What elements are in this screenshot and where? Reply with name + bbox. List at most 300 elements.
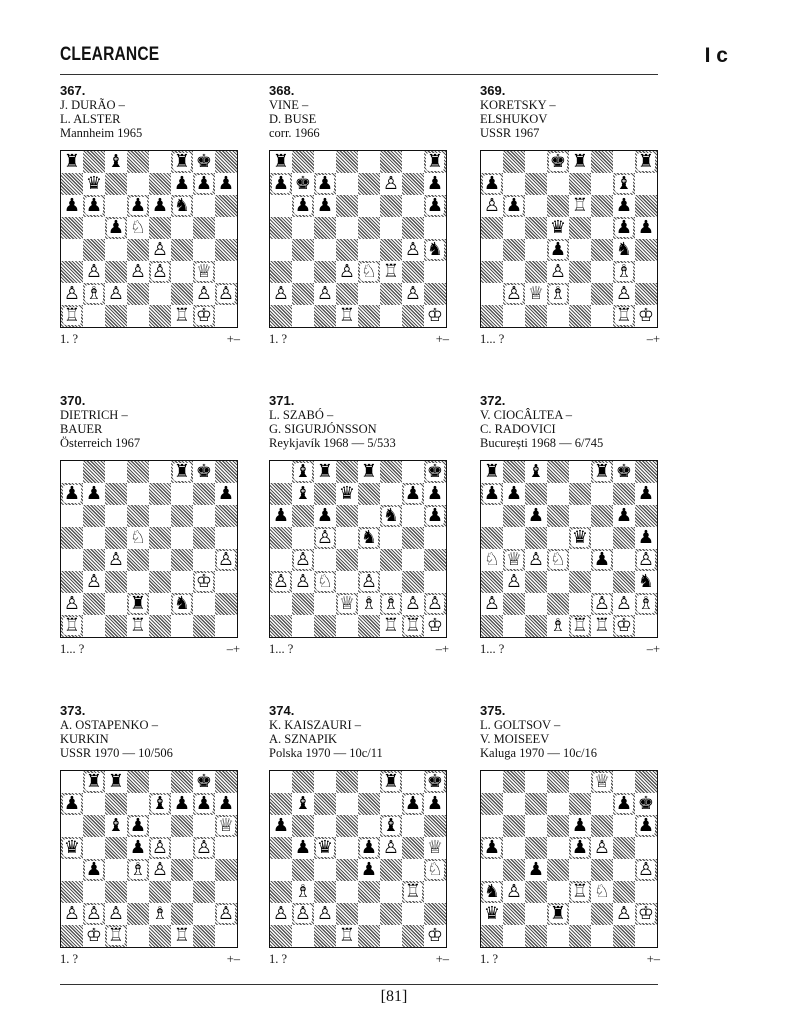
white-pawn-icon: ♙	[593, 837, 611, 858]
board-square	[336, 593, 358, 615]
board-square	[127, 615, 149, 637]
board-square	[525, 815, 547, 837]
puzzle-number: 372.	[480, 393, 506, 408]
white-pawn-icon: ♙	[593, 593, 611, 614]
board-square	[215, 173, 237, 195]
board-square	[613, 195, 635, 217]
board-square	[105, 283, 127, 305]
board-square	[83, 239, 105, 261]
board-square	[358, 461, 380, 483]
board-square	[613, 771, 635, 793]
white-pawn-icon: ♙	[63, 593, 81, 614]
player-name: L. SZABÓ –	[269, 408, 334, 422]
board-square	[613, 571, 635, 593]
board-square	[481, 815, 503, 837]
board-square	[83, 195, 105, 217]
board-square	[83, 483, 105, 505]
board-square	[402, 815, 424, 837]
board-square	[149, 305, 171, 327]
board-square	[193, 571, 215, 593]
board-square	[83, 505, 105, 527]
board-square	[149, 859, 171, 881]
board-square	[193, 793, 215, 815]
board-square	[270, 793, 292, 815]
board-square	[61, 261, 83, 283]
board-square	[61, 859, 83, 881]
board-square	[380, 837, 402, 859]
board-square	[358, 925, 380, 947]
board-square	[613, 505, 635, 527]
board-square	[215, 571, 237, 593]
black-pawn-icon: ♟	[426, 173, 444, 194]
board-square	[591, 239, 613, 261]
black-king-icon: ♚	[294, 173, 312, 194]
board-square	[591, 305, 613, 327]
board-square	[127, 859, 149, 881]
board-square	[292, 217, 314, 239]
black-pawn-icon: ♟	[85, 483, 103, 504]
board-square	[171, 615, 193, 637]
board-square	[61, 173, 83, 195]
board-square	[424, 771, 446, 793]
black-rook-icon: ♜	[107, 771, 125, 792]
player-name: V. MOISEEV	[480, 732, 550, 746]
board-square	[613, 837, 635, 859]
black-bishop-icon: ♝	[615, 173, 633, 194]
white-rook-icon: ♖	[571, 615, 589, 636]
board-square	[591, 217, 613, 239]
board-square	[569, 283, 591, 305]
board-square	[215, 151, 237, 173]
board-square	[149, 217, 171, 239]
board-square	[503, 305, 525, 327]
board-square	[171, 217, 193, 239]
board-square	[193, 461, 215, 483]
evaluation: –+	[646, 642, 660, 656]
board-square	[591, 925, 613, 947]
board-square	[193, 615, 215, 637]
board-square	[171, 771, 193, 793]
black-pawn-icon: ♟	[637, 483, 655, 504]
puzzle-number: 370.	[60, 393, 86, 408]
board-square	[503, 593, 525, 615]
board-square	[270, 859, 292, 881]
board-square	[292, 195, 314, 217]
board-square	[635, 239, 657, 261]
black-knight-icon: ♞	[360, 527, 378, 548]
board-square	[569, 837, 591, 859]
board-square	[127, 283, 149, 305]
board-square	[424, 815, 446, 837]
board-square	[525, 793, 547, 815]
white-pawn-icon: ♙	[382, 173, 400, 194]
black-bishop-icon: ♝	[294, 793, 312, 814]
board-square	[525, 261, 547, 283]
white-king-icon: ♔	[426, 615, 444, 636]
move-prompt: 1... ?	[60, 642, 85, 656]
board-square	[402, 881, 424, 903]
board-square	[424, 505, 446, 527]
board-square	[270, 903, 292, 925]
white-knight-icon: ♘	[129, 217, 147, 238]
board-square	[171, 461, 193, 483]
board-square	[613, 615, 635, 637]
board-square	[336, 837, 358, 859]
board-square	[481, 615, 503, 637]
board-square	[149, 593, 171, 615]
board-square	[503, 195, 525, 217]
board-square	[380, 305, 402, 327]
board-square	[149, 151, 171, 173]
black-knight-icon: ♞	[382, 505, 400, 526]
chess-board	[60, 460, 238, 638]
player-name: J. DURÃO –	[60, 98, 125, 112]
board-square	[402, 593, 424, 615]
board-square	[314, 859, 336, 881]
board-square	[525, 593, 547, 615]
white-rook-icon: ♖	[63, 615, 81, 636]
board-square	[635, 195, 657, 217]
board-square	[591, 195, 613, 217]
black-pawn-icon: ♟	[571, 815, 589, 836]
board-square	[503, 261, 525, 283]
black-pawn-icon: ♟	[195, 793, 213, 814]
board-square	[127, 239, 149, 261]
black-pawn-icon: ♟	[615, 505, 633, 526]
white-bishop-icon: ♗	[382, 593, 400, 614]
board-square	[292, 771, 314, 793]
board-square	[171, 593, 193, 615]
board-square	[424, 903, 446, 925]
board-square	[127, 505, 149, 527]
board-square	[83, 881, 105, 903]
black-queen-icon: ♛	[483, 903, 501, 924]
board-square	[380, 483, 402, 505]
board-square	[292, 903, 314, 925]
board-square	[105, 881, 127, 903]
board-square	[83, 615, 105, 637]
board-square	[149, 261, 171, 283]
board-square	[193, 593, 215, 615]
board-square	[193, 549, 215, 571]
board-square	[83, 283, 105, 305]
white-pawn-icon: ♙	[637, 859, 655, 880]
board-square	[402, 527, 424, 549]
white-bishop-icon: ♗	[549, 283, 567, 304]
player-name: D. BUSE	[269, 112, 317, 126]
board-square	[547, 549, 569, 571]
board-square	[270, 615, 292, 637]
black-rook-icon: ♜	[272, 151, 290, 172]
black-rook-icon: ♜	[483, 461, 501, 482]
white-pawn-icon: ♙	[527, 549, 545, 570]
player-name: A. SZNAPIK	[269, 732, 338, 746]
board-square	[569, 815, 591, 837]
board-square	[591, 903, 613, 925]
board-square	[525, 283, 547, 305]
black-pawn-icon: ♟	[615, 793, 633, 814]
white-king-icon: ♔	[637, 305, 655, 326]
board-square	[61, 505, 83, 527]
board-square	[171, 903, 193, 925]
board-square	[127, 305, 149, 327]
white-rook-icon: ♖	[63, 305, 81, 326]
player-name: KURKIN	[60, 732, 109, 746]
board-square	[424, 881, 446, 903]
board-square	[380, 195, 402, 217]
board-square	[547, 195, 569, 217]
puzzle-number: 374.	[269, 703, 295, 718]
board-square	[358, 771, 380, 793]
chess-board	[60, 770, 238, 948]
board-square	[336, 239, 358, 261]
board-square	[525, 771, 547, 793]
board-square	[149, 483, 171, 505]
board-square	[503, 771, 525, 793]
board-square	[402, 903, 424, 925]
board-square	[525, 483, 547, 505]
board-square	[105, 549, 127, 571]
board-square	[424, 151, 446, 173]
board-square	[61, 837, 83, 859]
board-square	[105, 925, 127, 947]
board-square	[336, 505, 358, 527]
white-rook-icon: ♖	[593, 615, 611, 636]
white-pawn-icon: ♙	[217, 283, 235, 304]
board-square	[270, 527, 292, 549]
move-prompt: 1... ?	[480, 642, 505, 656]
section-label: I c	[704, 44, 728, 67]
black-pawn-icon: ♟	[637, 527, 655, 548]
bottom-rule	[60, 984, 658, 985]
board-square	[547, 261, 569, 283]
board-square	[635, 173, 657, 195]
board-square	[61, 151, 83, 173]
white-pawn-icon: ♙	[151, 837, 169, 858]
white-king-icon: ♔	[637, 903, 655, 924]
board-square	[105, 615, 127, 637]
board-square	[193, 239, 215, 261]
board-square	[127, 881, 149, 903]
game-source: Mannheim 1965	[60, 126, 143, 140]
black-pawn-icon: ♟	[217, 173, 235, 194]
board-square	[215, 283, 237, 305]
board-square	[613, 593, 635, 615]
white-pawn-icon: ♙	[217, 903, 235, 924]
board-square	[215, 593, 237, 615]
board-square	[193, 859, 215, 881]
board-square	[547, 527, 569, 549]
board-square	[569, 483, 591, 505]
board-square	[424, 925, 446, 947]
black-queen-icon: ♛	[316, 837, 334, 858]
board-square	[402, 261, 424, 283]
white-pawn-icon: ♙	[151, 239, 169, 260]
board-square	[61, 305, 83, 327]
board-square	[336, 151, 358, 173]
move-prompt: 1. ?	[60, 952, 79, 966]
black-pawn-icon: ♟	[426, 505, 444, 526]
board-square	[424, 483, 446, 505]
board-square	[569, 217, 591, 239]
board-square	[358, 283, 380, 305]
white-rook-icon: ♖	[107, 925, 125, 946]
board-square	[193, 173, 215, 195]
player-name: G. SIGURJÓNSSON	[269, 422, 377, 436]
board-square	[358, 527, 380, 549]
board-square	[503, 151, 525, 173]
chess-board	[269, 150, 447, 328]
board-square	[569, 527, 591, 549]
black-pawn-icon: ♟	[217, 793, 235, 814]
board-square	[292, 483, 314, 505]
board-square	[569, 261, 591, 283]
board-square	[215, 505, 237, 527]
board-square	[149, 903, 171, 925]
white-knight-icon: ♘	[360, 261, 378, 282]
board-square	[569, 173, 591, 195]
board-square	[193, 925, 215, 947]
board-square	[613, 859, 635, 881]
black-pawn-icon: ♟	[505, 483, 523, 504]
board-square	[127, 571, 149, 593]
board-square	[525, 925, 547, 947]
evaluation: –+	[435, 642, 449, 656]
white-pawn-icon: ♙	[483, 593, 501, 614]
board-square	[171, 881, 193, 903]
board-square	[525, 527, 547, 549]
board-square	[270, 881, 292, 903]
white-rook-icon: ♖	[404, 881, 422, 902]
board-square	[336, 283, 358, 305]
board-square	[525, 571, 547, 593]
board-square	[149, 793, 171, 815]
board-square	[569, 903, 591, 925]
board-square	[215, 925, 237, 947]
evaluation: +–	[226, 952, 240, 966]
board-square	[127, 217, 149, 239]
board-square	[61, 793, 83, 815]
black-bishop-icon: ♝	[107, 151, 125, 172]
black-pawn-icon: ♟	[527, 859, 545, 880]
board-square	[547, 793, 569, 815]
board-square	[358, 837, 380, 859]
white-queen-icon: ♕	[505, 549, 523, 570]
board-square	[358, 151, 380, 173]
board-square	[402, 151, 424, 173]
board-square	[591, 549, 613, 571]
board-square	[569, 549, 591, 571]
board-square	[481, 837, 503, 859]
white-king-icon: ♔	[615, 615, 633, 636]
board-square	[635, 771, 657, 793]
board-square	[61, 549, 83, 571]
board-square	[591, 859, 613, 881]
puzzle-372	[480, 394, 660, 664]
board-square	[105, 461, 127, 483]
board-square	[547, 505, 569, 527]
board-square	[314, 815, 336, 837]
player-name: BAUER	[60, 422, 103, 436]
board-square	[358, 305, 380, 327]
puzzle-number: 367.	[60, 83, 86, 98]
board-square	[270, 925, 292, 947]
white-king-icon: ♔	[195, 571, 213, 592]
board-square	[215, 615, 237, 637]
board-square	[127, 925, 149, 947]
board-square	[547, 593, 569, 615]
player-name: DIETRICH –	[60, 408, 128, 422]
white-bishop-icon: ♗	[637, 593, 655, 614]
board-square	[525, 505, 547, 527]
board-square	[569, 195, 591, 217]
white-pawn-icon: ♙	[505, 881, 523, 902]
black-pawn-icon: ♟	[360, 859, 378, 880]
board-square	[380, 815, 402, 837]
board-square	[424, 283, 446, 305]
board-square	[215, 837, 237, 859]
board-square	[127, 195, 149, 217]
board-square	[270, 305, 292, 327]
white-king-icon: ♔	[426, 305, 444, 326]
board-square	[402, 461, 424, 483]
board-square	[105, 793, 127, 815]
board-square	[635, 283, 657, 305]
board-square	[314, 461, 336, 483]
black-queen-icon: ♛	[63, 837, 81, 858]
board-square	[591, 793, 613, 815]
board-square	[547, 615, 569, 637]
white-rook-icon: ♖	[615, 305, 633, 326]
board-square	[613, 305, 635, 327]
board-square	[613, 925, 635, 947]
board-square	[547, 173, 569, 195]
white-pawn-icon: ♙	[549, 261, 567, 282]
board-square	[149, 615, 171, 637]
board-square	[635, 483, 657, 505]
board-square	[292, 239, 314, 261]
black-pawn-icon: ♟	[85, 859, 103, 880]
board-square	[591, 505, 613, 527]
white-queen-icon: ♕	[217, 815, 235, 836]
board-square	[193, 151, 215, 173]
board-square	[314, 217, 336, 239]
board-square	[270, 283, 292, 305]
board-square	[83, 151, 105, 173]
board-square	[292, 173, 314, 195]
board-square	[569, 793, 591, 815]
board-square	[314, 527, 336, 549]
white-bishop-icon: ♗	[294, 881, 312, 902]
board-square	[591, 261, 613, 283]
board-square	[292, 527, 314, 549]
board-square	[591, 461, 613, 483]
board-square	[336, 483, 358, 505]
white-pawn-icon: ♙	[505, 571, 523, 592]
chess-board	[480, 770, 658, 948]
white-pawn-icon: ♙	[360, 571, 378, 592]
board-square	[149, 505, 171, 527]
board-square	[613, 217, 635, 239]
black-pawn-icon: ♟	[615, 195, 633, 216]
board-square	[149, 283, 171, 305]
black-rook-icon: ♜	[173, 461, 191, 482]
board-square	[481, 173, 503, 195]
board-square	[61, 195, 83, 217]
board-square	[380, 461, 402, 483]
white-queen-icon: ♕	[593, 771, 611, 792]
board-square	[83, 173, 105, 195]
